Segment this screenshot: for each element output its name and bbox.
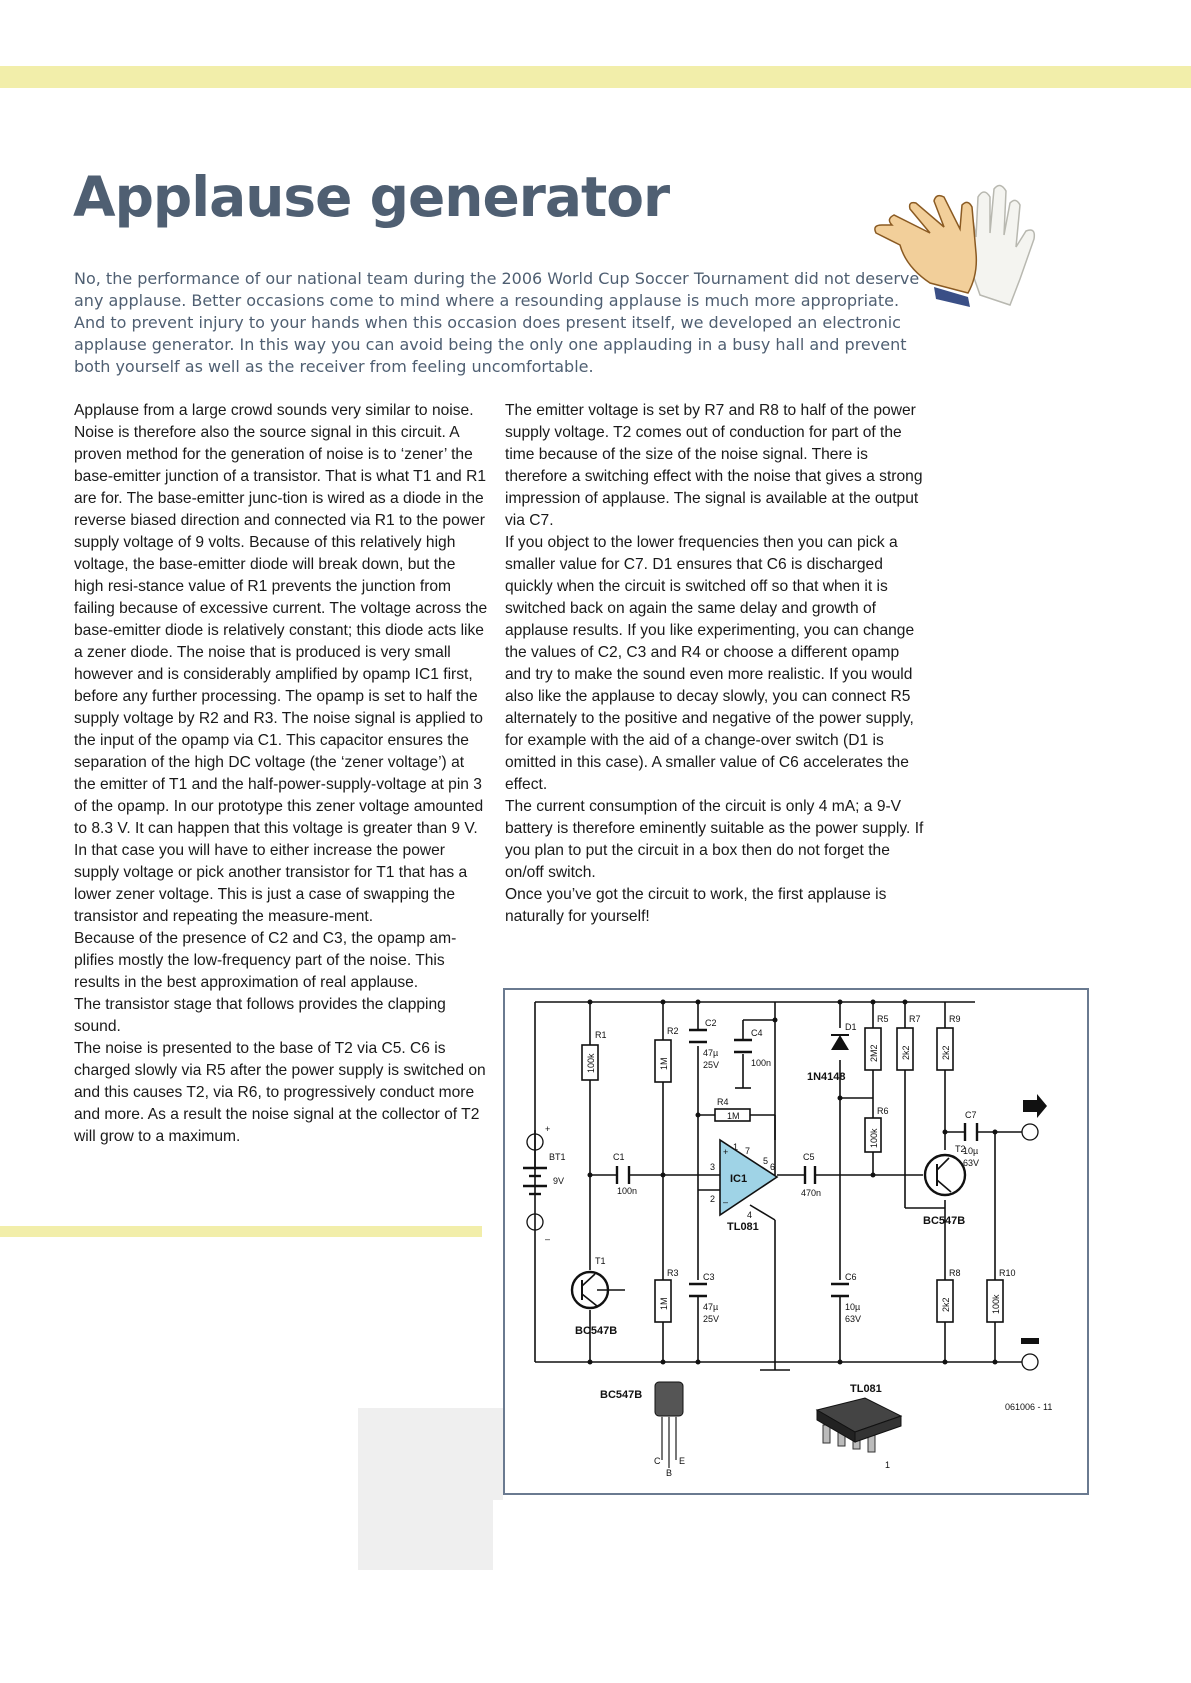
battery-plus: + xyxy=(545,1124,551,1134)
circuit-schematic xyxy=(503,988,1089,1495)
r3-ref: R3 xyxy=(667,1268,679,1278)
ic1-pin-6: 6 xyxy=(770,1162,776,1172)
gray-panel xyxy=(358,1408,503,1500)
c4-value: 100n xyxy=(751,1058,772,1068)
r9-ref: R9 xyxy=(949,1014,961,1024)
r4-value: 1M xyxy=(727,1111,740,1121)
c3-value: 47µ xyxy=(703,1302,719,1312)
ic1-pin-2: 2 xyxy=(710,1194,716,1204)
c7-voltage: 63V xyxy=(963,1158,980,1168)
gray-panel-lower xyxy=(358,1500,493,1570)
r2-ref: R2 xyxy=(667,1026,679,1036)
body-column-right: The emitter voltage is set by R7 and R8 to half of the power supply voltage. T2 comes out of conduction for part of the time because of the size of the noise signal. There is therefore a switching effect with the noise that gives a strong impression of applause. The signal is available at the output via C7. If you object to the lower frequencies then you can pick a smaller value for C7. D1 ensures that C6 is discharged quickly when the circuit is switched off so that when it is switched back on again the same delay and growth of applause results. If you like experimenting, you can change the values of C2, C3 and R4 or choose a different opamp and try to make the sound even more realistic. If you would also like the applause to decay slowly, you can connect R5 alternately to the positive and negative of the power supply, for example with the aid of a change-over switch (D1 is omitted in this case). A smaller value of C6 accelerates the effect. The current consumption of the circuit is only 4 mA; a 9-V battery is therefore eminently suitable as the power supply. If you plan to put the circuit in a box then do not forget the on/off switch. Once you’ve got the circuit to work, the first applause is naturally for yourself! xyxy=(505,402,924,925)
battery-minus: – xyxy=(545,1234,551,1244)
ic1-part: TL081 xyxy=(727,1221,759,1233)
bc547-pin-e: E xyxy=(679,1456,686,1466)
ic1-pin-7: 7 xyxy=(745,1146,751,1156)
r10-ref: R10 xyxy=(999,1268,1016,1278)
article-intro: No, the performance of our national team during the 2006 World Cup Soccer Tournament did not deserve any applause. Better occasions come to mind where a resounding applause is much more appropriate. And to prevent injury to your hands when this occasion does present itself, we developed an electronic applause generator. In this way you can avoid being the only one applauding in a busy hall and prevent both yourself as well as the receiver from feeling uncomfortable. xyxy=(74,269,920,376)
t2-part: BC547B xyxy=(923,1215,966,1227)
ic1-pin-3: 3 xyxy=(710,1162,716,1172)
battery-voltage: 9V xyxy=(553,1176,565,1186)
r1-ref: R1 xyxy=(595,1030,607,1040)
c6-ref: C6 xyxy=(845,1272,857,1282)
r2-value: 1M xyxy=(659,1057,669,1070)
r7-value: 2k2 xyxy=(901,1045,911,1060)
ic1-plus: + xyxy=(723,1147,729,1157)
r10-value: 100k xyxy=(991,1294,1001,1314)
ic1-minus: – xyxy=(723,1197,729,1207)
schematic-code: 061006 - 11 xyxy=(1005,1402,1053,1412)
r5-ref: R5 xyxy=(877,1014,889,1024)
d1-part: 1N4148 xyxy=(807,1071,846,1083)
c5-value: 470n xyxy=(801,1188,822,1198)
c1-ref: C1 xyxy=(613,1152,625,1162)
article-title: Applause generator xyxy=(73,165,670,229)
c1-value: 100n xyxy=(617,1186,638,1196)
battery-ref: BT1 xyxy=(549,1152,566,1162)
r8-value: 2k2 xyxy=(941,1297,951,1312)
r1-value: 100k xyxy=(586,1053,596,1073)
c2-value: 47µ xyxy=(703,1048,719,1058)
r3-value: 1M xyxy=(659,1297,669,1310)
ic1-pin-5: 5 xyxy=(763,1156,769,1166)
c3-voltage: 25V xyxy=(703,1314,720,1324)
ic1-pin-4: 4 xyxy=(747,1210,753,1220)
left-color-band xyxy=(0,1226,482,1237)
r9-value: 2k2 xyxy=(941,1045,951,1060)
schematic-drawing xyxy=(505,990,1087,1493)
t2-ref: T2 xyxy=(955,1144,966,1154)
c2-ref: C2 xyxy=(705,1018,717,1028)
c5-ref: C5 xyxy=(803,1152,815,1162)
ic1-pin-1: 1 xyxy=(733,1142,739,1152)
tl081-pin-1: 1 xyxy=(885,1460,891,1470)
c2-voltage: 25V xyxy=(703,1060,720,1070)
t1-ref: T1 xyxy=(595,1256,606,1266)
bc547-pin-b: B xyxy=(666,1468,673,1478)
c6-voltage: 63V xyxy=(845,1314,862,1324)
top-color-band xyxy=(0,66,1191,88)
bc547-pin-c: C xyxy=(654,1456,661,1466)
r5-value: 2M2 xyxy=(869,1044,879,1062)
c3-ref: C3 xyxy=(703,1272,715,1282)
r7-ref: R7 xyxy=(909,1014,921,1024)
r6-value: 100k xyxy=(869,1128,879,1148)
ic1-ref: IC1 xyxy=(730,1173,748,1185)
r8-ref: R8 xyxy=(949,1268,961,1278)
body-column-left: Applause from a large crowd sounds very similar to noise. Noise is therefore also the source signal in this circuit. A proven method for the generation of noise is to ‘zener’ the base-emitter junction of a transistor. That is what T1 and R1 are for. The base-emitter junc-tion is wired as a diode in the reverse biased direction and connected via R1 to the power supply voltage of 9 volts. Because of this relatively high voltage, the base-emitter diode will break down, but the high resi-stance value of R1 prevents the junction from failing because of excessive current. The voltage across the base-emitter diode is relatively constant; this diode acts like a zener diode. The noise that is produced is very small however and is considerably amplified by opamp IC1 first, before any further processing. The opamp is set to half the supply voltage by R2 and R3. The noise signal is applied to the input of the opamp via C1. This capacitor ensures the separation of the high DC voltage (the ‘zener voltage’) at the emitter of T1 and the half-power-supply-voltage at pin 3 of the opamp. In our prototype this zener voltage amounted to 8.3 V. It can happen that this voltage is greater than 9 V. In that case you will have to either increase the power supply voltage or pick another transistor for T1 that has a lower zener voltage. This is just a case of swapping the transistor and repeating the measure-ment. Because of the presence of C2 and C3, the opamp am-plifies mostly the low-frequency part of the noise. This results in the best approximation of real applause. The transistor stage that follows provides the clapping sound. The noise is presented to the base of T2 via C5. C6 is charged slowly via R5 after the power supply is switched on and this causes T2, via R6, to progressively conduct more and more. As a result the noise signal at the collector of T2 will grow to a maximum. xyxy=(74,402,488,1145)
c7-value: 10µ xyxy=(963,1146,979,1156)
c7-ref: C7 xyxy=(965,1110,977,1120)
r4-ref: R4 xyxy=(717,1097,729,1107)
c6-value: 10µ xyxy=(845,1302,861,1312)
bc547-package-label: BC547B xyxy=(600,1389,643,1401)
tl081-package-label: TL081 xyxy=(850,1383,882,1395)
d1-ref: D1 xyxy=(845,1022,857,1032)
r6-ref: R6 xyxy=(877,1106,889,1116)
t1-part: BC547B xyxy=(575,1325,618,1337)
c4-ref: C4 xyxy=(751,1028,763,1038)
